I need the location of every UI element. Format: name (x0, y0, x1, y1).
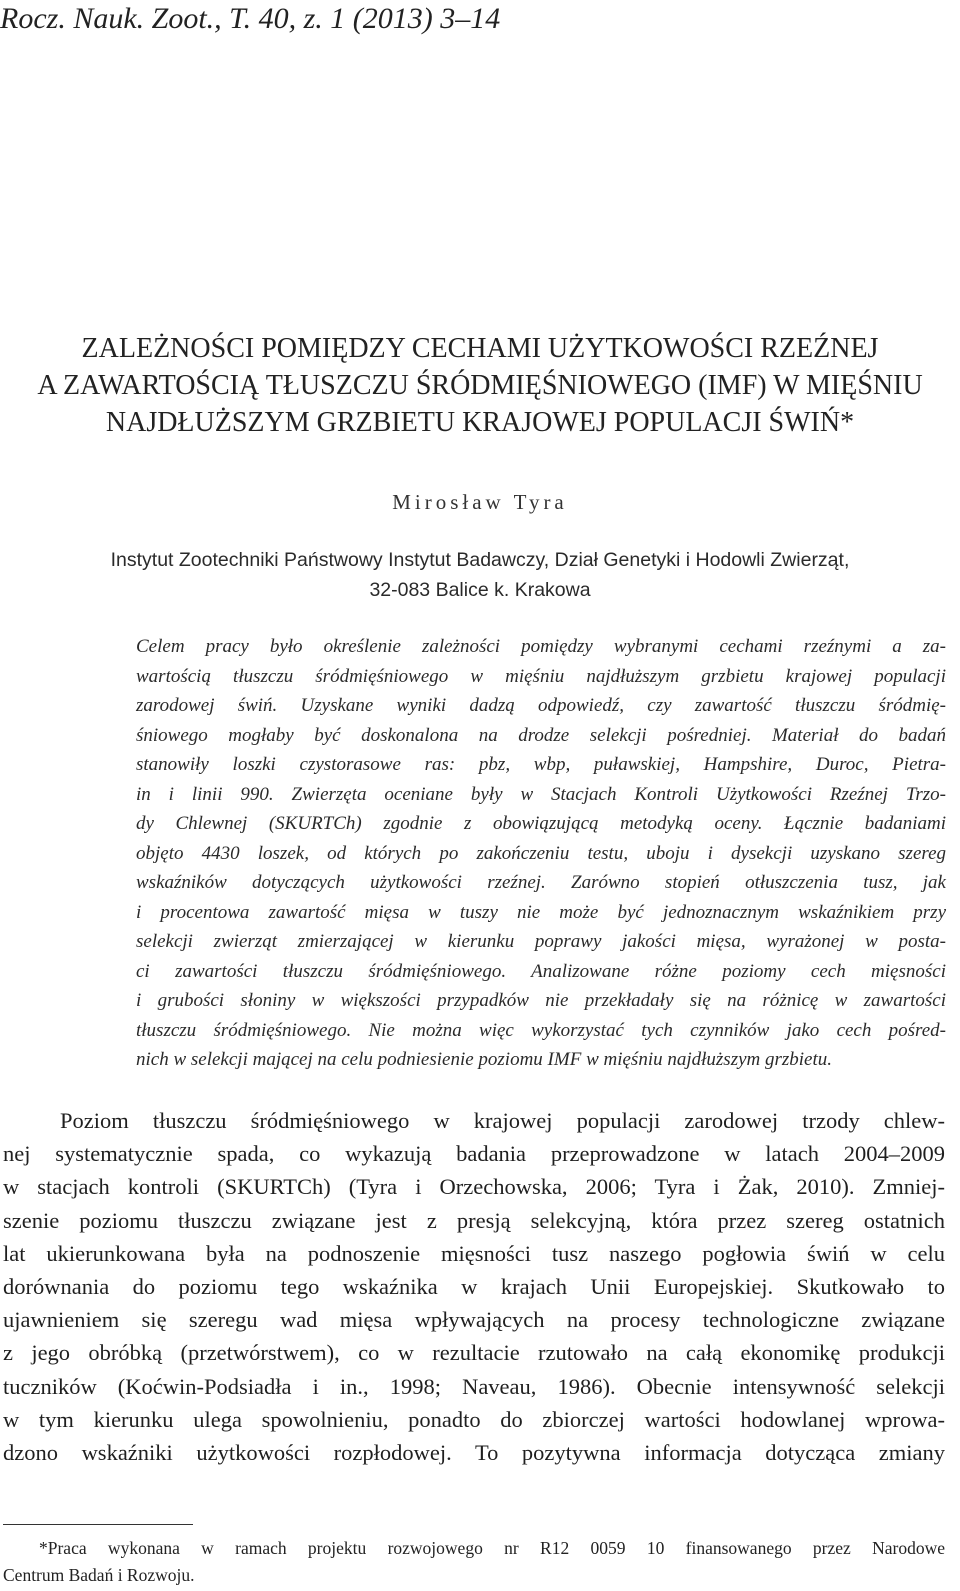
footnote (3, 1535, 945, 1589)
title-line: NAJDŁUŻSZYM GRZBIETU KRAJOWEJ POPULACJI ŚWIŃ* (105, 407, 855, 438)
abstract-line: i procentowa zawartość mięsa w tuszy nie może być jednoznacznym wskaźnikiem przy (136, 901, 946, 923)
body-line: lat ukierunkowana była na podnoszenie mięsności tusz naszego pogłowia świń w celu (3, 1240, 945, 1266)
journal-reference: Rocz. Nauk. Zoot., T. 40, z. 1 (2013) 3–14 (0, 2, 501, 35)
abstract-line: nich w selekcji mającej na celu podniesienie poziomu IMF w mięśniu najdłuższym grzbietu. (136, 1049, 833, 1070)
footnote-line: *Praca wykonana w ramach projektu rozwojowego nr R12 0059 10 finansowanego przez Narodowe (39, 1538, 945, 1558)
body-paragraph (3, 1104, 945, 1469)
footnote-divider (3, 1524, 193, 1525)
body-line: dzono wskaźniki użytkowości rozpłodowej. To pozytywna informacja dotycząca zmiany (3, 1440, 945, 1466)
abstract-line: i grubości słoniny w większości przypadków nie przekładały się na różnicę w zawartości (136, 990, 946, 1011)
title-line: ZALEŻNOŚCI POMIĘDZY CECHAMI UŻYTKOWOŚCI RZEŹNEJ (81, 333, 879, 364)
abstract-line: objęto 4430 loszek, od których po zakończeniu testu, uboju i dysekcji uzyskano szereg (136, 842, 946, 864)
article-title (0, 330, 960, 441)
abstract-line: wartością tłuszczu śródmięśniowego w mięśniu najdłuższym grzbietu krajowej populacji (136, 665, 946, 687)
body-line: nej systematycznie spada, co wykazują badania przeprowadzone w latach 2004–2009 (3, 1141, 945, 1167)
author-name: Mirosław Tyra (392, 490, 568, 514)
body-line: w tym kierunku ulega spowolnieniu, ponadto do zbiorczej wartości hodowlanej wprowa- (3, 1406, 945, 1432)
abstract-line: Celem pracy było określenie zależności pomiędzy wybranymi cechami rzeźnymi a za- (136, 636, 946, 657)
body-line: Poziom tłuszczu śródmięśniowego w krajowej populacji zarodowej trzody chlew- (60, 1108, 945, 1133)
affiliation-line: Instytut Zootechniki Państwowy Instytut Badawczy, Dział Genetyki i Hodowli Zwierząt, (110, 549, 850, 571)
abstract-line: in i linii 990. Zwierzęta oceniane były w Stacjach Kontroli Użytkowości Rzeźnej Trzo- (136, 783, 946, 805)
body-line: dorównania do poziomu tego wskaźnika w krajach Unii Europejskiej. Skutkowało to (3, 1274, 945, 1300)
body-line: w stacjach kontroli (SKURTCh) (Tyra i Orzechowska, 2006; Tyra i Żak, 2010). Zmniej- (3, 1174, 945, 1200)
body-line: szenie poziomu tłuszczu związane jest z presją selekcyjną, która przez szereg ostatnich (3, 1207, 945, 1233)
affiliation-line: 32-083 Balice k. Krakowa (369, 579, 591, 601)
footnote-line: Centrum Badań i Rozwoju. (3, 1565, 195, 1585)
body-line: ujawnieniem się szeregu wad mięsa wpływających na procesy technologiczne związane (3, 1307, 945, 1333)
abstract-line: zarodowej świń. Uzyskane wyniki dadzą odpowiedź, czy zawartość tłuszczu śródmię- (136, 695, 946, 716)
abstract-line: tłuszczu śródmięśniowego. Nie można więc wykorzystać tych czynników jako cech pośred- (136, 1019, 946, 1041)
abstract-line: wskaźników dotyczących użytkowości rzeźnej. Zarówno stopień otłuszczenia tusz, jak (136, 872, 946, 893)
abstract-line: selekcji zwierząt zmierzającej w kierunku poprawy jakości mięsa, wyrażonej w posta- (136, 931, 946, 952)
abstract-line: stanowiły loszki czystorasowe ras: pbz, wbp, puławskiej, Hampshire, Duroc, Pietra- (136, 754, 946, 775)
body-line: tuczników (Koćwin-Podsiadła i in., 1998; Naveau, 1986). Obecnie intensywność selekcji (3, 1373, 945, 1399)
body-line: z jego obróbką (przetwórstwem), co w rezultacie rzutowało na całą ekonomikę produkcji (3, 1340, 945, 1366)
abstract-line: ci zawartości tłuszczu śródmięśniowego. Analizowane różne poziomy cech mięsności (136, 960, 946, 982)
title-line: A ZAWARTOŚCIĄ TŁUSZCZU ŚRÓDMIĘŚNIOWEGO (IMF) W MIĘŚNIU (37, 370, 923, 401)
abstract-line: dy Chlewnej (SKURTCh) zgodnie z obowiązującą metodyką oceny. Łącznie badaniami (136, 813, 946, 834)
author-affiliation (0, 545, 960, 605)
abstract (136, 632, 946, 1075)
abstract-line: śniowego mogłaby być doskonalona na drodze selekcji pośredniej. Materiał do badań (136, 724, 946, 746)
